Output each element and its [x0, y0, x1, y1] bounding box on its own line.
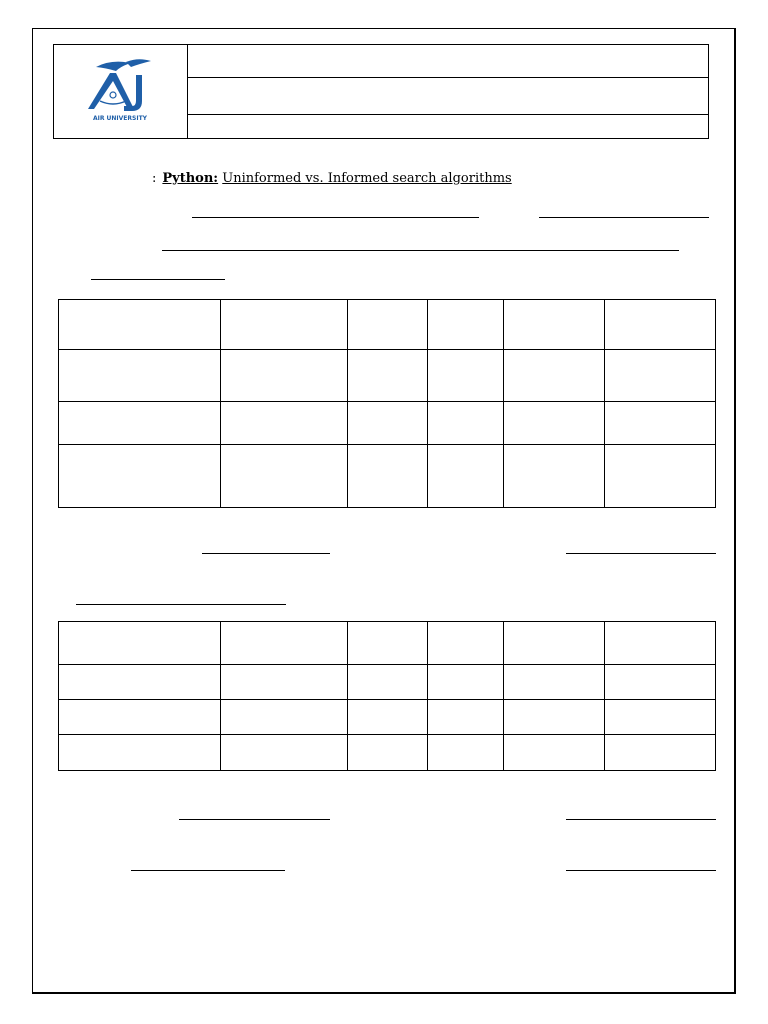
- header-row-3: [188, 115, 708, 138]
- table-cell[interactable]: [59, 445, 221, 508]
- table-row: [59, 622, 716, 665]
- table-cell[interactable]: [504, 622, 605, 665]
- title-text: Uninformed vs. Informed search algorithms: [222, 171, 512, 186]
- table-cell[interactable]: [221, 700, 348, 735]
- table-row: [59, 402, 716, 445]
- blank-field-line[interactable]: [539, 217, 709, 218]
- signature-line[interactable]: [202, 553, 330, 554]
- lab-title: [152, 171, 512, 186]
- table-cell[interactable]: [221, 445, 348, 508]
- table-cell[interactable]: [59, 402, 221, 445]
- table-cell[interactable]: [348, 622, 428, 665]
- table-cell[interactable]: [428, 622, 504, 665]
- blank-field-line[interactable]: [162, 250, 679, 251]
- table-cell[interactable]: [428, 665, 504, 700]
- table-cell[interactable]: [221, 300, 348, 350]
- blank-field-line[interactable]: [192, 217, 479, 218]
- table-cell[interactable]: [221, 622, 348, 665]
- table-cell[interactable]: [605, 665, 716, 700]
- date-line[interactable]: [566, 870, 716, 871]
- table-cell[interactable]: [348, 665, 428, 700]
- table-cell[interactable]: [605, 735, 716, 771]
- table-cell[interactable]: [504, 700, 605, 735]
- table-cell[interactable]: [504, 445, 605, 508]
- table-row: [59, 300, 716, 350]
- header-row-2: [188, 78, 708, 115]
- logo-text: AIR UNIVERSITY: [92, 115, 148, 122]
- table-row: [59, 445, 716, 508]
- table-cell[interactable]: [504, 350, 605, 402]
- table-cell[interactable]: [348, 700, 428, 735]
- table-cell[interactable]: [504, 402, 605, 445]
- table-cell[interactable]: [221, 402, 348, 445]
- table-cell[interactable]: [428, 700, 504, 735]
- date-line[interactable]: [566, 819, 716, 820]
- table-cell[interactable]: [605, 622, 716, 665]
- table-cell[interactable]: [348, 402, 428, 445]
- table-row: [59, 665, 716, 700]
- table-cell[interactable]: [504, 300, 605, 350]
- table-cell[interactable]: [59, 735, 221, 771]
- section-heading-line: [91, 279, 225, 280]
- title-colon: :: [152, 171, 157, 186]
- table-cell[interactable]: [428, 402, 504, 445]
- table-cell[interactable]: [605, 402, 716, 445]
- table-2: [58, 621, 716, 771]
- signature-line[interactable]: [179, 819, 330, 820]
- table-cell[interactable]: [605, 700, 716, 735]
- document-header: [53, 44, 709, 139]
- table-cell[interactable]: [221, 665, 348, 700]
- table-cell[interactable]: [348, 300, 428, 350]
- table-cell[interactable]: [59, 350, 221, 402]
- table-cell[interactable]: [59, 622, 221, 665]
- air-university-logo: [76, 57, 166, 123]
- table-cell[interactable]: [221, 735, 348, 771]
- table-cell[interactable]: [605, 300, 716, 350]
- title-prefix: Python:: [162, 171, 219, 186]
- table-cell[interactable]: [504, 735, 605, 771]
- section-heading-line: [76, 604, 286, 605]
- table-cell[interactable]: [59, 665, 221, 700]
- date-line[interactable]: [566, 553, 716, 554]
- table-cell[interactable]: [348, 350, 428, 402]
- table-row: [59, 350, 716, 402]
- table-cell[interactable]: [348, 735, 428, 771]
- table-cell[interactable]: [221, 350, 348, 402]
- table-cell[interactable]: [428, 300, 504, 350]
- table-cell[interactable]: [59, 300, 221, 350]
- header-row-1: [188, 45, 708, 78]
- table-cell[interactable]: [605, 445, 716, 508]
- table-cell[interactable]: [348, 445, 428, 508]
- table-cell[interactable]: [59, 700, 221, 735]
- table-cell[interactable]: [428, 445, 504, 508]
- signature-line[interactable]: [131, 870, 285, 871]
- table-cell[interactable]: [605, 350, 716, 402]
- table-1: [58, 299, 716, 508]
- table-cell[interactable]: [504, 665, 605, 700]
- table-cell[interactable]: [428, 350, 504, 402]
- table-row: [59, 700, 716, 735]
- table-row: [59, 735, 716, 771]
- table-cell[interactable]: [428, 735, 504, 771]
- logo-cell: [54, 45, 188, 138]
